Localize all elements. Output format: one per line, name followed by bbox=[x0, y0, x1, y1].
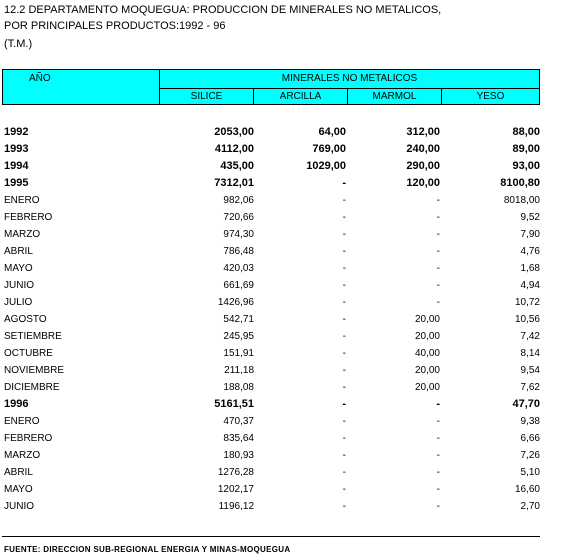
row-label: 1995 bbox=[4, 177, 29, 189]
cell-yeso: 10,56 bbox=[514, 314, 540, 325]
cell-arcilla: 1029,00 bbox=[306, 160, 346, 172]
cell-arcilla: - bbox=[342, 229, 346, 240]
table-row-month bbox=[0, 362, 575, 379]
cell-marmol: - bbox=[436, 195, 440, 206]
cell-marmol: - bbox=[436, 263, 440, 274]
cell-marmol: - bbox=[436, 501, 440, 512]
cell-silice: 982,06 bbox=[223, 195, 254, 206]
cell-yeso: 47,70 bbox=[512, 398, 540, 410]
cell-yeso: 8,14 bbox=[520, 348, 540, 359]
header-group-label: MINERALES NO METALICOS bbox=[160, 70, 539, 89]
table-row-month bbox=[0, 447, 575, 464]
cell-yeso: 2,70 bbox=[520, 501, 540, 512]
cell-arcilla: - bbox=[342, 433, 346, 444]
table-row-month bbox=[0, 311, 575, 328]
cell-yeso: 8018,00 bbox=[503, 195, 540, 206]
cell-arcilla: - bbox=[342, 331, 346, 342]
header-col-yeso: YESO bbox=[476, 91, 505, 102]
cell-arcilla: - bbox=[342, 177, 346, 189]
cell-marmol: 20,00 bbox=[414, 314, 440, 325]
table-row-month bbox=[0, 464, 575, 481]
cell-marmol: - bbox=[436, 212, 440, 223]
cell-yeso: 10,72 bbox=[514, 297, 540, 308]
table-row-month bbox=[0, 243, 575, 260]
cell-arcilla: - bbox=[342, 348, 346, 359]
row-label: MARZO bbox=[4, 450, 41, 461]
cell-silice: 786,48 bbox=[223, 246, 254, 257]
table-header bbox=[2, 69, 540, 105]
row-label: JULIO bbox=[4, 297, 33, 308]
cell-marmol: - bbox=[436, 229, 440, 240]
cell-silice: 835,64 bbox=[223, 433, 254, 444]
cell-marmol: 20,00 bbox=[414, 365, 440, 376]
cell-silice: 188,08 bbox=[223, 382, 254, 393]
table-bottom-rule bbox=[2, 536, 540, 537]
cell-marmol: 40,00 bbox=[414, 348, 440, 359]
cell-arcilla: - bbox=[342, 484, 346, 495]
cell-marmol: - bbox=[436, 467, 440, 478]
cell-marmol: 312,00 bbox=[406, 126, 440, 138]
cell-yeso: 7,42 bbox=[520, 331, 540, 342]
table-row-month bbox=[0, 430, 575, 447]
cell-yeso: 7,62 bbox=[520, 382, 540, 393]
header-year-label: AÑO bbox=[29, 73, 51, 84]
cell-arcilla: - bbox=[342, 382, 346, 393]
table-row-month bbox=[0, 328, 575, 345]
header-col-arcilla: ARCILLA bbox=[254, 89, 348, 104]
table-row-year bbox=[0, 175, 575, 192]
source-note: FUENTE: DIRECCION SUB-REGIONAL ENERGIA Y MINAS-MOQUEGUA bbox=[4, 545, 291, 554]
cell-silice: 245,95 bbox=[223, 331, 254, 342]
table-row-month bbox=[0, 498, 575, 515]
cell-marmol: - bbox=[436, 433, 440, 444]
cell-silice: 180,93 bbox=[223, 450, 254, 461]
cell-silice: 2053,00 bbox=[214, 126, 254, 138]
cell-silice: 1202,17 bbox=[217, 484, 254, 495]
cell-arcilla: - bbox=[342, 212, 346, 223]
row-label: SETIEMBRE bbox=[4, 331, 62, 342]
cell-silice: 542,71 bbox=[223, 314, 254, 325]
cell-marmol: 290,00 bbox=[406, 160, 440, 172]
cell-yeso: 89,00 bbox=[512, 143, 540, 155]
row-label: AGOSTO bbox=[4, 314, 47, 325]
row-label: FEBRERO bbox=[4, 433, 53, 444]
cell-silice: 211,18 bbox=[224, 365, 254, 376]
cell-silice: 1426,96 bbox=[217, 297, 254, 308]
row-label: ENERO bbox=[4, 195, 40, 206]
table-row-month bbox=[0, 209, 575, 226]
cell-silice: 1196,12 bbox=[218, 501, 254, 512]
row-label: NOVIEMBRE bbox=[4, 365, 65, 376]
cell-yeso: 16,60 bbox=[514, 484, 540, 495]
cell-arcilla: - bbox=[342, 263, 346, 274]
table-row-month bbox=[0, 345, 575, 362]
table-row-month bbox=[0, 192, 575, 209]
row-label: MAYO bbox=[4, 484, 33, 495]
table-row-month bbox=[0, 294, 575, 311]
table-row-month bbox=[0, 226, 575, 243]
cell-yeso: 4,94 bbox=[520, 280, 540, 291]
cell-silice: 470,37 bbox=[223, 416, 254, 427]
cell-silice: 420,03 bbox=[223, 263, 254, 274]
row-label: DICIEMBRE bbox=[4, 382, 60, 393]
cell-arcilla: - bbox=[342, 501, 346, 512]
cell-silice: 151,91 bbox=[223, 348, 254, 359]
row-label: FEBRERO bbox=[4, 212, 53, 223]
cell-silice: 661,69 bbox=[223, 280, 254, 291]
cell-marmol: - bbox=[436, 484, 440, 495]
row-label: 1993 bbox=[4, 143, 29, 155]
row-label: OCTUBRE bbox=[4, 348, 53, 359]
cell-arcilla: - bbox=[342, 280, 346, 291]
table-unit: (T.M.) bbox=[4, 38, 33, 50]
cell-silice: 4112,00 bbox=[214, 143, 254, 155]
table-row-month bbox=[0, 413, 575, 430]
cell-yeso: 9,52 bbox=[520, 212, 540, 223]
cell-marmol: 120,00 bbox=[406, 177, 440, 189]
header-col-marmol: MARMOL bbox=[348, 89, 442, 104]
cell-yeso: 4,76 bbox=[520, 246, 540, 257]
cell-arcilla: 769,00 bbox=[312, 143, 346, 155]
row-label: MAYO bbox=[4, 263, 33, 274]
table-row-year bbox=[0, 396, 575, 413]
table-row-month bbox=[0, 277, 575, 294]
cell-arcilla: - bbox=[342, 297, 346, 308]
cell-yeso: 8100,80 bbox=[500, 177, 540, 189]
cell-arcilla: - bbox=[342, 467, 346, 478]
cell-silice: 974,30 bbox=[223, 229, 254, 240]
row-label: 1994 bbox=[4, 160, 29, 172]
cell-arcilla: 64,00 bbox=[318, 126, 346, 138]
row-label: JUNIO bbox=[4, 280, 34, 291]
cell-yeso: 93,00 bbox=[512, 160, 540, 172]
table-row-year bbox=[0, 124, 575, 141]
table-subtitle: POR PRINCIPALES PRODUCTOS:1992 - 96 bbox=[4, 20, 226, 32]
cell-yeso: 6,66 bbox=[520, 433, 540, 444]
cell-silice: 5161,51 bbox=[214, 398, 254, 410]
cell-arcilla: - bbox=[342, 195, 346, 206]
cell-arcilla: - bbox=[342, 365, 346, 376]
table-row-year bbox=[0, 158, 575, 175]
cell-marmol: 20,00 bbox=[414, 331, 440, 342]
cell-marmol: - bbox=[436, 246, 440, 257]
cell-marmol: 20,00 bbox=[414, 382, 440, 393]
cell-yeso: 1,68 bbox=[520, 263, 540, 274]
cell-arcilla: - bbox=[342, 416, 346, 427]
cell-yeso: 7,90 bbox=[520, 229, 540, 240]
cell-yeso: 5,10 bbox=[520, 467, 540, 478]
cell-marmol: 240,00 bbox=[406, 143, 440, 155]
cell-silice: 1276,28 bbox=[217, 467, 254, 478]
row-label: 1992 bbox=[4, 126, 29, 138]
cell-arcilla: - bbox=[342, 398, 346, 410]
cell-arcilla: - bbox=[342, 450, 346, 461]
cell-arcilla: - bbox=[342, 246, 346, 257]
table-row-month bbox=[0, 481, 575, 498]
cell-yeso: 9,38 bbox=[520, 416, 540, 427]
cell-marmol: - bbox=[436, 280, 440, 291]
table-row-year bbox=[0, 141, 575, 158]
cell-marmol: - bbox=[436, 416, 440, 427]
row-label: ABRIL bbox=[4, 246, 33, 257]
table-title: 12.2 DEPARTAMENTO MOQUEGUA: PRODUCCION DE MINERALES NO METALICOS, bbox=[4, 4, 442, 16]
cell-silice: 7312,01 bbox=[214, 177, 254, 189]
row-label: ENERO bbox=[4, 416, 40, 427]
cell-yeso: 88,00 bbox=[512, 126, 540, 138]
cell-marmol: - bbox=[436, 398, 440, 410]
cell-yeso: 9,54 bbox=[520, 365, 540, 376]
row-label: JUNIO bbox=[4, 501, 34, 512]
cell-marmol: - bbox=[436, 450, 440, 461]
row-label: MARZO bbox=[4, 229, 41, 240]
table-row-month bbox=[0, 379, 575, 396]
header-year-cell bbox=[3, 70, 160, 104]
cell-silice: 435,00 bbox=[220, 160, 254, 172]
table-row-month bbox=[0, 260, 575, 277]
row-label: ABRIL bbox=[4, 467, 33, 478]
cell-marmol: - bbox=[436, 297, 440, 308]
cell-arcilla: - bbox=[342, 314, 346, 325]
header-col-silice: SILICE bbox=[160, 89, 254, 104]
row-label: 1996 bbox=[4, 398, 29, 410]
cell-yeso: 7,26 bbox=[520, 450, 540, 461]
cell-silice: 720,66 bbox=[223, 212, 254, 223]
